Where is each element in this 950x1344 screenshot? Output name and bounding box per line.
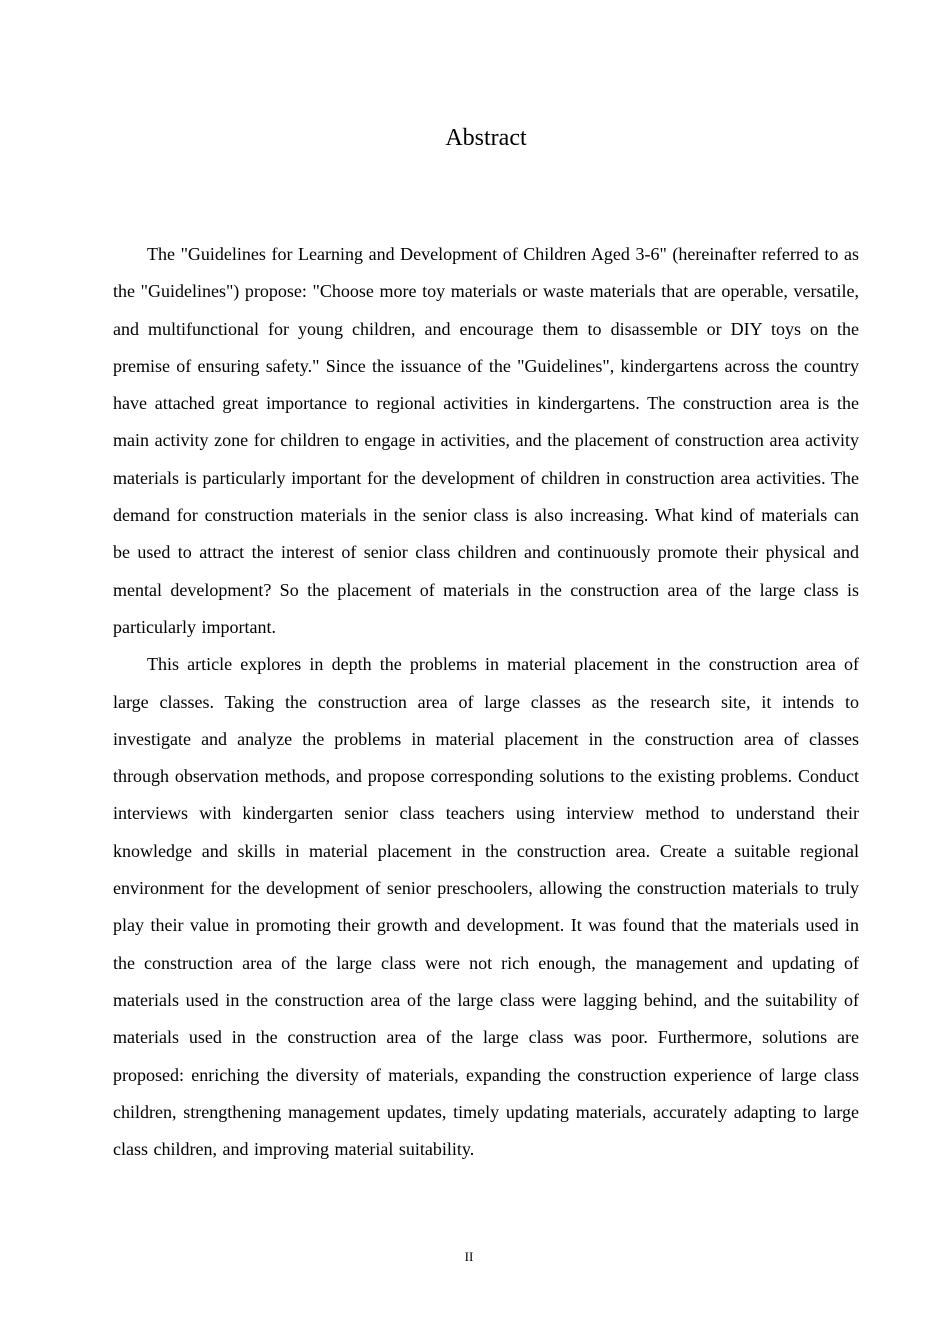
abstract-paragraph-1: The "Guidelines for Learning and Development of Children Aged 3-6" (hereinafter referred to as the "Guidelines") propose: "Choose more toy materials or waste materials that are operable, versatile, and multifunctional for young children, and encourage them to disassemble or DIY toys on the premise of ensuring safety." Since the issuance of the "Guidelines", kindergartens across the country have attached great importance to regional activities in kindergartens. The construction area is the main activity zone for children to engage in activities, and the placement of construction area activity materials is particularly important for the development of children in construction area activities. The demand for construction materials in the senior class is also increasing. What kind of materials can be used to attract the interest of senior class children and continuously promote their physical and mental development? So the placement of materials in the construction area of the large class is particularly important. bbox=[113, 244, 859, 637]
abstract-body bbox=[113, 236, 859, 1168]
page-number: II bbox=[464, 1249, 474, 1264]
abstract-paragraph-2: This article explores in depth the problems in material placement in the construction area of large classes. Taking the construction area of large classes as the research site, it intends to investigate and analyze the problems in material placement in the construction area of classes through observation methods, and propose corresponding solutions to the existing problems. Conduct interviews with kindergarten senior class teachers using interview method to understand their knowledge and skills in material placement in the construction area. Create a suitable regional environment for the development of senior preschoolers, allowing the construction materials to truly play their value in promoting their growth and development. It was found that the materials used in the construction area of the large class were not rich enough, the management and updating of materials used in the construction area of the large class were lagging behind, and the suitability of materials used in the construction area of the large class was poor. Furthermore, solutions are proposed: enriching the diversity of materials, expanding the construction experience of large class children, strengthening management updates, timely updating materials, accurately adapting to large class children, and improving material suitability. bbox=[113, 654, 859, 1160]
page-title: Abstract bbox=[445, 125, 527, 151]
